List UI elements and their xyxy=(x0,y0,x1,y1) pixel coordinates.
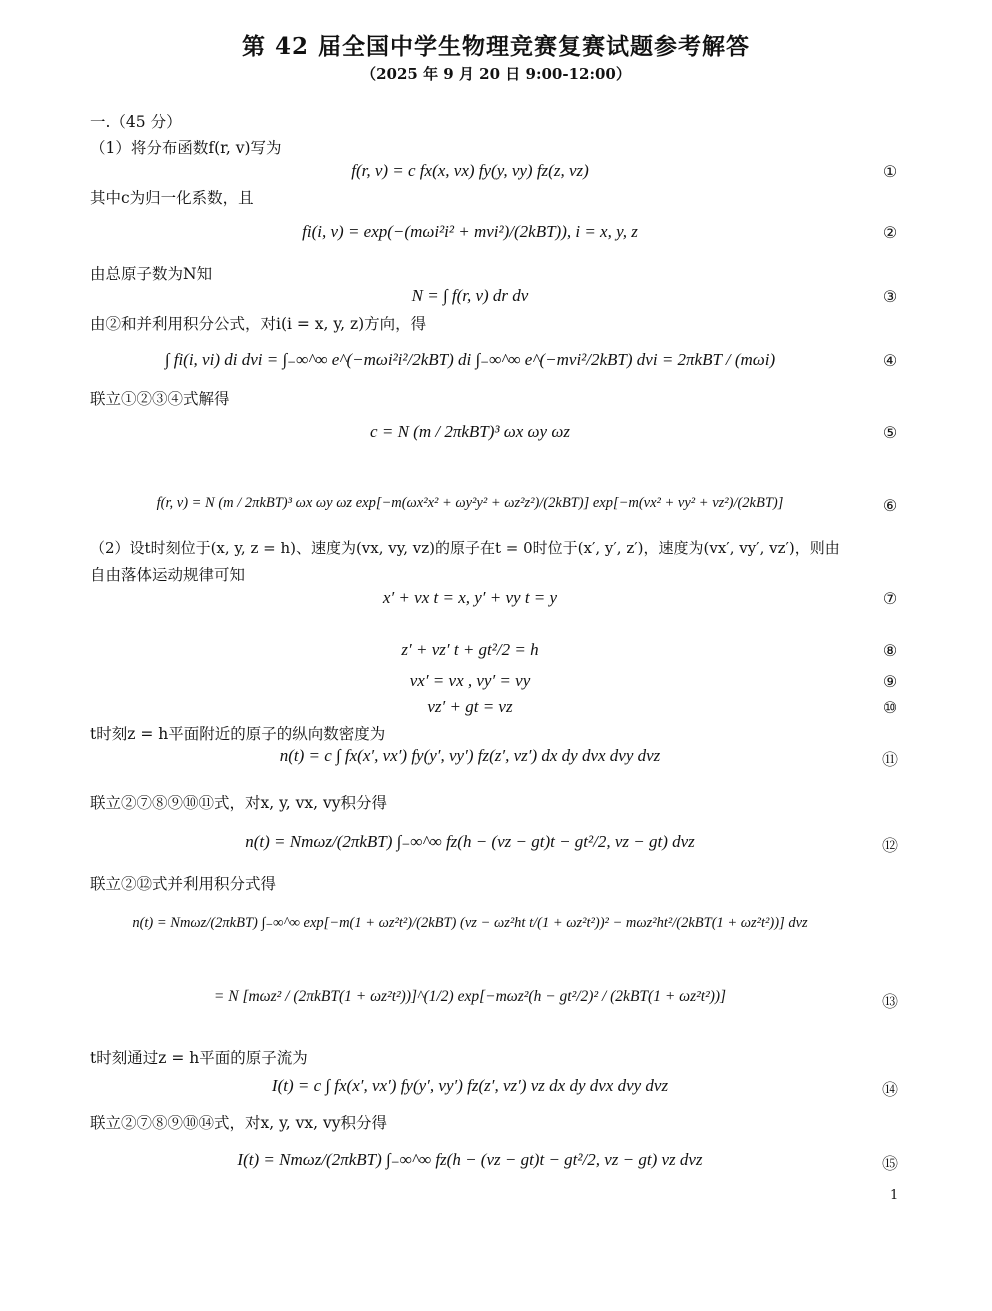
page-number: 1 xyxy=(890,1188,899,1203)
text-line: 联立②⑫式并利用积分式得 xyxy=(90,875,277,893)
exam-date: （2025 年 9 月 20 日 9:00-12:00） xyxy=(361,65,631,83)
text-line: 自由落体运动规律可知 xyxy=(90,566,246,584)
equation: f(r, v) = N (m / 2πkBT)³ ωx ωy ωz exp[−m(ωx²x² + ωy²y² + ωz²z²)/(2kBT)] exp[−m(vx² + vy² + vz²)/(2kBT)] xyxy=(156,495,784,511)
text-line: 其中c为归一化系数，且 xyxy=(90,189,254,207)
equation-number: ⑮ xyxy=(881,1154,898,1173)
equation-number: ② xyxy=(882,223,898,242)
text-line: 联立②⑦⑧⑨⑩⑪式，对x, y, vx, vy积分得 xyxy=(90,794,388,812)
equation: I(t) = Nmωz/(2πkBT) ∫₋∞^∞ fz(h − (vz − gt)t − gt²/2, vz − gt) vz dvz xyxy=(237,1150,703,1169)
text-line: 由②和并利用积分公式，对i(i = x, y, z)方向，得 xyxy=(90,315,427,333)
equation: z′ + vz′ t + gt²/2 = h xyxy=(401,640,539,659)
text-line: 联立①②③④式解得 xyxy=(90,390,230,408)
equation-number: ⑥ xyxy=(882,496,898,515)
text-line: 联立②⑦⑧⑨⑩⑭式，对x, y, vx, vy积分得 xyxy=(90,1114,388,1132)
equation-number: ⑨ xyxy=(882,672,898,691)
equation-number: ⑭ xyxy=(881,1080,898,1099)
equation: f(r, v) = c fx(x, vx) fy(y, vy) fz(z, vz) xyxy=(351,161,589,180)
equation: c = N (m / 2πkBT)³ ωx ωy ωz xyxy=(370,422,570,441)
equation: vz′ + gt = vz xyxy=(427,697,513,716)
equation: n(t) = c ∫ fx(x′, vx′) fy(y′, vy′) fz(z′, vz′) dx dy dvx dvy dvz xyxy=(279,746,661,765)
equation: x′ + vx t = x, y′ + vy t = y xyxy=(382,588,558,607)
equation: ∫ fi(i, vi) di dvi = ∫₋∞^∞ e^(−mωi²i²/2kBT) di ∫₋∞^∞ e^(−mvi²/2kBT) dvi = 2πkBT / (mωi) xyxy=(164,350,776,369)
equation: vx′ = vx , vy′ = vy xyxy=(409,671,531,690)
text-line: 由总原子数为N知 xyxy=(90,265,213,283)
equation: fi(i, v) = exp(−(mωi²i² + mvi²)/(2kBT)), i = x, y, z xyxy=(302,222,638,241)
text-line: t时刻通过z = h平面的原子流为 xyxy=(90,1049,308,1067)
equation-number: ① xyxy=(882,162,898,181)
equation-number: ④ xyxy=(882,351,898,370)
equation-number: ⑫ xyxy=(881,836,898,855)
text-line: t时刻z = h平面附近的原子的纵向数密度为 xyxy=(90,725,386,743)
equation-number: ⑪ xyxy=(881,750,898,769)
equation: N = ∫ f(r, v) dr dv xyxy=(411,286,529,305)
equation-number: ⑦ xyxy=(882,589,898,608)
text-line: 一.（45 分） xyxy=(90,113,182,131)
equation-number: ⑤ xyxy=(882,423,898,442)
equation: n(t) = Nmωz/(2πkBT) ∫₋∞^∞ fz(h − (vz − gt)t − gt²/2, vz − gt) dvz xyxy=(245,832,695,851)
equation: I(t) = c ∫ fx(x′, vx′) fy(y′, vy′) fz(z′, vz′) vz dx dy dvx dvy dvz xyxy=(271,1076,669,1095)
equation-number: ⑧ xyxy=(882,641,898,660)
equation-number: ⑩ xyxy=(882,698,898,717)
equation: = N [mωz² / (2πkBT(1 + ωz²t²))]^(1/2) exp[−mωz²(h − gt²/2)² / (2kBT(1 + ωz²t²))] xyxy=(213,988,727,1005)
text-line: （1）将分布函数f(r, v)写为 xyxy=(90,139,282,157)
equation-number: ⑬ xyxy=(881,992,898,1011)
equation-number: ③ xyxy=(882,287,898,306)
text-line: （2）设t时刻位于(x, y, z = h)、速度为(vx, vy, vz)的原子在t = 0时位于(x′, y′, z′)，速度为(vx′, vy′, vz′)，则由 xyxy=(90,539,840,557)
page-title: 第 42 届全国中学生物理竞赛复赛试题参考解答 xyxy=(241,33,751,60)
equation: n(t) = Nmωz/(2πkBT) ∫₋∞^∞ exp[−m(1 + ωz²t²)/(2kBT) (vz − ωz²ht t/(1 + ωz²t²))² − mωz²ht²/(2kBT(1 + ωz²t²))] dvz xyxy=(132,915,808,931)
